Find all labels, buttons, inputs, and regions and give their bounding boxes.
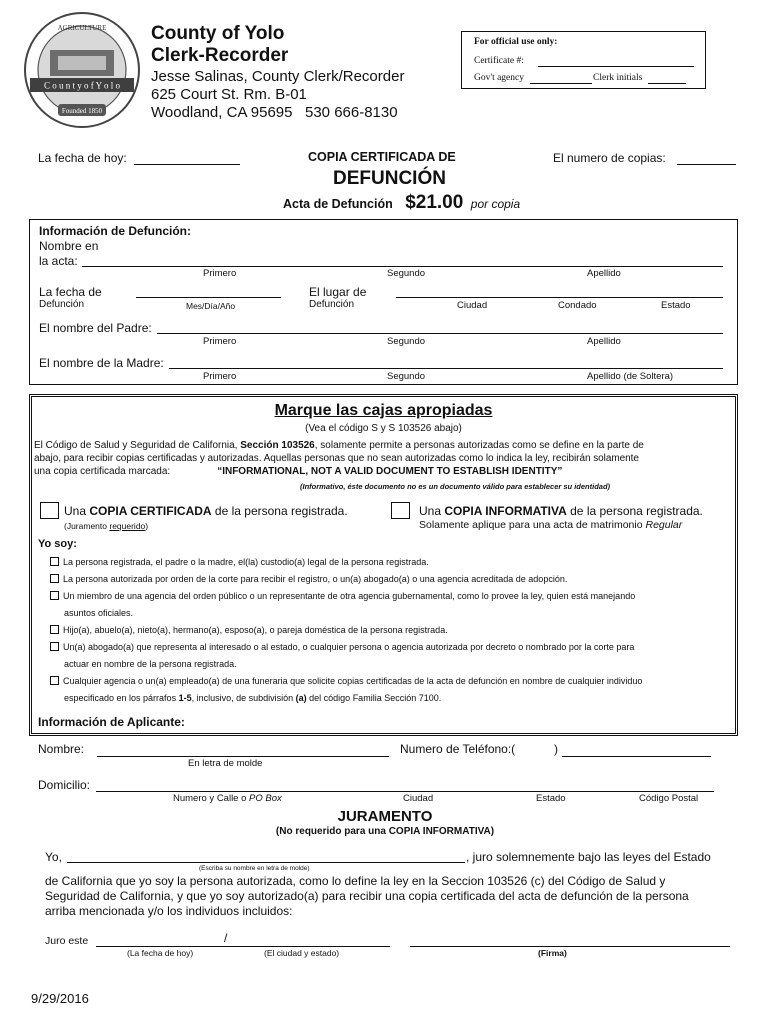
oath-name-sub: (Escriba su nombre en letra de molde): [199, 865, 310, 872]
death-info-box: [29, 219, 738, 385]
death-date-label-2: Defunción: [39, 299, 85, 310]
certificate-number-label: Certificate #:: [474, 56, 524, 66]
death-date-label-1: La fecha de: [39, 285, 102, 299]
swear-date-sub: (La fecha de hoy): [127, 948, 194, 958]
county-seal: [22, 10, 142, 130]
address-line[interactable]: [96, 791, 714, 792]
todays-date-line[interactable]: [134, 164, 240, 165]
death-date-line[interactable]: [136, 297, 281, 298]
place-county-sub: Condado: [558, 300, 597, 311]
informational-sub: [419, 519, 682, 531]
informational-copy-label: [419, 504, 703, 518]
father-first-sub: Primero: [203, 336, 237, 347]
option-court-order-text: La persona autorizada por orden de la corte para recibir el registro, o un(a) abogado(a) o una agencia acreditada de adopción.: [63, 574, 568, 584]
informational-quote: “INFORMATIONAL, NOT A VALID DOCUMENT TO ESTABLISH IDENTITY”: [217, 466, 563, 477]
father-name-line[interactable]: [157, 333, 723, 334]
oath-text-3: arriba mencionada y/o los individuos incluidos:: [45, 904, 293, 918]
funeral-cont-2: 1-5: [178, 693, 192, 703]
option-funeral-checkbox[interactable]: [50, 676, 59, 685]
office-address: 625 Court St. Rm. B-01: [151, 86, 307, 103]
death-place-label-2: Defunción: [309, 299, 355, 310]
address-city-sub: Ciudad: [403, 793, 434, 804]
swear-date-line[interactable]: [96, 946, 240, 947]
law-text-c: , solamente permite a personas autorizadas como se define en la parte de: [314, 440, 644, 451]
law-text-line2: abajo, para recibir copias certificadas y autorizadas. Aquellas personas que no sean autorizadas como lo indica la ley, recibirán solamente: [34, 453, 639, 464]
office-city-phone: Woodland, CA 95695 530 666-8130: [151, 104, 398, 121]
info-b: COPIA INFORMATIVA: [444, 504, 567, 518]
address-label: Domicilio:: [38, 778, 91, 792]
doc-title-main: DEFUNCIÓN: [333, 168, 446, 189]
option-registrant-text: La persona registrada, el padre o la madre, el(la) custodio(a) legal de la persona registrada.: [63, 557, 429, 567]
mother-last-sub: Apellido (de Soltera): [587, 371, 674, 382]
todays-date-label: La fecha de hoy:: [38, 151, 127, 165]
applicant-heading: Información de Aplicante:: [38, 715, 185, 729]
certified-sub-a: (Juramento: [64, 521, 110, 531]
law-text-a: El Código de Salud y Seguridad de California,: [34, 440, 241, 451]
place-city-sub: Ciudad: [457, 300, 488, 311]
fee-per: por copia: [470, 197, 521, 211]
funeral-cont-3: , inclusivo, de subdivisión: [191, 693, 296, 703]
copies-label: El numero de copias:: [553, 151, 666, 165]
oath-sub: (No requerido para una COPIA INFORMATIVA): [275, 826, 495, 837]
phone-label: Numero de Teléfono:(: [400, 742, 516, 756]
funeral-cont-1: especificado en los párrafos: [64, 693, 179, 703]
info-sub-a: Solamente aplique para una acta de matrimonio: [419, 519, 646, 531]
govt-agency-line[interactable]: [530, 83, 592, 84]
death-place-line[interactable]: [396, 297, 723, 298]
clerk-initials-label: Clerk initials: [593, 73, 643, 83]
mother-name-line[interactable]: [169, 368, 723, 369]
oath-text-2: Seguridad de California, y que yo soy autorizado(a) para recibir una copia certificada del acta de defunción de la persona: [45, 889, 689, 903]
option-relative: [50, 625, 448, 635]
form-date: 9/29/2016: [31, 991, 89, 1006]
name-label-2: la acta:: [39, 254, 78, 268]
swear-place-sub: (El ciudad y estado): [264, 948, 340, 958]
address-zip-sub: Código Postal: [639, 793, 699, 804]
fee-amount: $21.00: [405, 192, 464, 213]
name-label-1: Nombre en: [39, 239, 99, 253]
swear-slash: /: [224, 931, 228, 945]
place-state-sub: Estado: [661, 300, 691, 311]
office-title: Clerk-Recorder: [151, 45, 289, 66]
oath-name-line[interactable]: [67, 862, 465, 863]
fee-line: [283, 192, 520, 214]
svg-text:C o u n t y o f Y o l o: C o u n t y o f Y o l o: [43, 80, 121, 91]
swear-label: Juro este: [45, 935, 89, 947]
option-attorney-cont: actuar en nombre de la persona registrada.: [64, 659, 237, 669]
law-text-b: Sección 103526: [240, 440, 315, 451]
option-law-enforcement-text: Un miembro de una agencia del orden público o un representante de otra agencia gubernamental, como lo provee la ley, quien está manejando: [63, 591, 636, 601]
option-funeral-text: Cualquier agencia o un(a) empleado(a) de una funeraria que solicite copias certificadas de la acta de defunción en nombre de cualquier individuo: [63, 676, 643, 686]
father-middle-sub: Segundo: [387, 336, 426, 347]
mother-middle-sub: Segundo: [387, 371, 426, 382]
clerk-initials-line[interactable]: [648, 83, 686, 84]
official-use-title: For official use only:: [474, 37, 558, 47]
option-funeral-cont: [64, 693, 441, 703]
info-c: de la persona registrada.: [566, 504, 703, 518]
address-pobox-text: PO Box: [249, 793, 282, 804]
option-registrant: [50, 557, 429, 567]
address-state-sub: Estado: [536, 793, 566, 804]
certified-sub: [64, 521, 148, 531]
death-date-sub: Mes/Día/Año: [186, 301, 236, 311]
law-paragraph: [34, 439, 734, 478]
eligibility-box: [29, 394, 738, 736]
certified-c: de la persona registrada.: [211, 504, 348, 518]
address-street-text: Numero y Calle o: [173, 793, 250, 804]
option-attorney-text: Un(a) abogado(a) que representa al interesado o al estado, o cualquier persona o agencia autorizada por decreto o nombrado por la corte para: [63, 642, 635, 652]
mother-first-sub: Primero: [203, 371, 237, 382]
informational-note: (Informativo, éste documento no es un documento válido para establecer su identidad): [300, 482, 611, 491]
name-middle-sub: Segundo: [387, 268, 426, 279]
certified-copy-label: [64, 504, 348, 518]
option-law-enforcement-cont: asuntos oficiales.: [64, 608, 134, 618]
seal-top-text: AGRICULTURE: [57, 24, 107, 32]
option-relative-checkbox[interactable]: [50, 625, 59, 634]
info-sub-b: Regular: [645, 519, 683, 531]
doc-title-line1: COPIA CERTIFICADA DE: [308, 150, 456, 164]
option-court-order: [50, 574, 567, 584]
certificate-number-line[interactable]: [538, 66, 694, 67]
eligibility-heading: Marque las cajas apropiadas: [274, 402, 493, 419]
option-law-enforcement-checkbox[interactable]: [50, 591, 59, 600]
address-street-sub: [173, 793, 282, 804]
applicant-name-line[interactable]: [97, 756, 389, 757]
decedent-name-line[interactable]: [82, 266, 723, 267]
certified-copy-checkbox[interactable]: [40, 502, 59, 519]
info-a: Una: [419, 504, 445, 518]
funeral-cont-4: (a): [295, 693, 307, 703]
option-registrant-checkbox[interactable]: [50, 557, 59, 566]
name-first-sub: Primero: [203, 268, 237, 279]
option-funeral: [50, 676, 642, 686]
certified-a: Una: [64, 504, 90, 518]
option-attorney: [50, 642, 634, 652]
clerk-name: Jesse Salinas, County Clerk/Recorder: [151, 68, 405, 85]
law-text-line3: una copia certificada marcada:: [34, 466, 171, 477]
informational-copy-checkbox[interactable]: [391, 502, 410, 519]
name-last-sub: Apellido: [587, 268, 621, 279]
copies-line[interactable]: [677, 164, 736, 165]
fee-label: Acta de Defunción: [283, 197, 393, 211]
signature-sub: (Firma): [538, 948, 567, 958]
signature-line[interactable]: [410, 946, 730, 947]
govt-agency-label: Gov't agency: [474, 73, 524, 83]
death-place-label-1: El lugar de: [309, 285, 367, 299]
death-info-heading: Información de Defunción:: [39, 224, 192, 238]
applicant-name-label: Nombre:: [38, 742, 85, 756]
funeral-cont-5: del código Familia Sección 7100.: [306, 693, 442, 703]
mother-label: El nombre de la Madre:: [39, 356, 164, 370]
phone-line[interactable]: [562, 756, 711, 757]
official-use-box: [461, 31, 706, 89]
yo-soy-label: Yo soy:: [38, 538, 77, 550]
certified-b: COPIA CERTIFICADA: [89, 504, 212, 518]
option-law-enforcement: [50, 591, 635, 601]
father-label: El nombre del Padre:: [39, 321, 152, 335]
father-last-sub: Apellido: [587, 336, 621, 347]
applicant-name-sub: En letra de molde: [188, 758, 263, 769]
swear-place-line[interactable]: [240, 946, 390, 947]
phone-close: ): [554, 742, 558, 756]
option-court-order-checkbox[interactable]: [50, 574, 59, 583]
option-attorney-checkbox[interactable]: [50, 642, 59, 651]
seal-founded-text: Founded 1850: [61, 107, 103, 115]
certified-sub-c: ): [145, 521, 149, 531]
oath-heading: JURAMENTO: [337, 808, 433, 825]
option-relative-text: Hijo(a), abuelo(a), nieto(a), hermano(a), esposo(a), o pareja doméstica de la persona registrada.: [63, 625, 448, 635]
certified-sub-b: requerido: [109, 521, 146, 531]
county-title: County of Yolo: [151, 23, 285, 44]
oath-text-1: de California que yo soy la persona autorizada, como lo define la ley en la Seccion 103526 (c) del Código de Salud y: [45, 874, 666, 888]
eligibility-sub: (Vea el código S y S 103526 abajo): [305, 423, 462, 434]
oath-yo: Yo,: [45, 850, 62, 864]
oath-yo-end: , juro solemnemente bajo las leyes del Estado: [466, 850, 711, 864]
